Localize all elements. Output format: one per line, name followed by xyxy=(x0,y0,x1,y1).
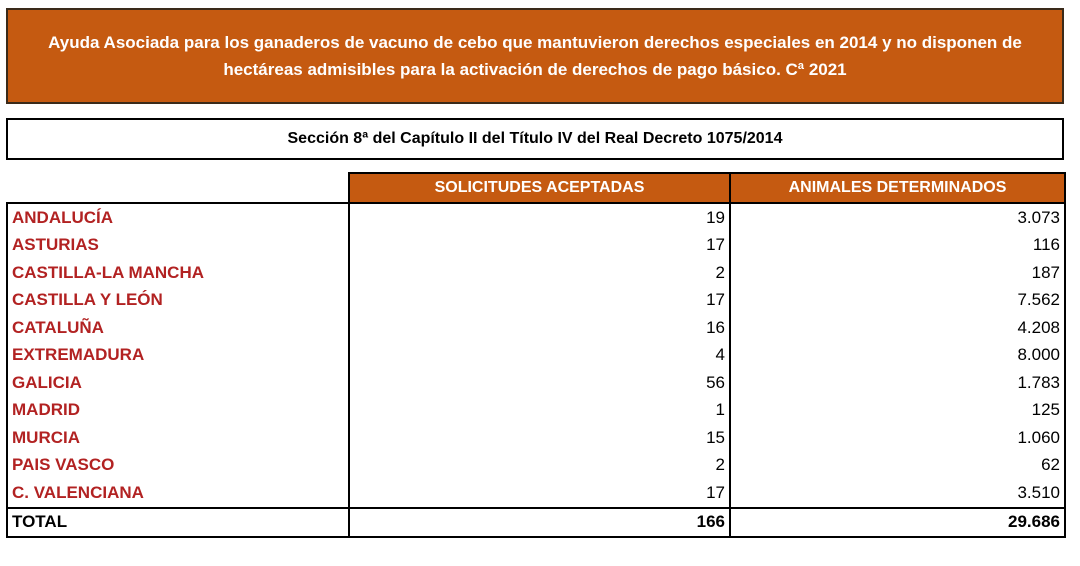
solicitudes-cell: 17 xyxy=(349,287,730,315)
title-banner xyxy=(6,8,1064,104)
region-cell: EXTREMADURA xyxy=(7,342,349,370)
animales-cell: 3.510 xyxy=(730,479,1065,508)
table-row xyxy=(7,232,1065,260)
animales-cell: 1.060 xyxy=(730,424,1065,452)
table-row xyxy=(7,369,1065,397)
table-row xyxy=(7,314,1065,342)
solicitudes-cell: 4 xyxy=(349,342,730,370)
solicitudes-cell: 1 xyxy=(349,397,730,425)
solicitudes-cell: 17 xyxy=(349,232,730,260)
data-table xyxy=(6,172,1066,538)
animales-cell: 125 xyxy=(730,397,1065,425)
animales-cell: 187 xyxy=(730,259,1065,287)
solicitudes-cell: 2 xyxy=(349,452,730,480)
table-row xyxy=(7,203,1065,232)
table-row xyxy=(7,424,1065,452)
region-cell: MADRID xyxy=(7,397,349,425)
region-cell: CASTILLA Y LEÓN xyxy=(7,287,349,315)
table-row xyxy=(7,452,1065,480)
solicitudes-cell: 56 xyxy=(349,369,730,397)
region-cell: ANDALUCÍA xyxy=(7,203,349,232)
table-row xyxy=(7,397,1065,425)
region-cell: PAIS VASCO xyxy=(7,452,349,480)
solicitudes-cell: 17 xyxy=(349,479,730,508)
solicitudes-cell: 16 xyxy=(349,314,730,342)
total-animales-cell: 29.686 xyxy=(730,508,1065,537)
subtitle-banner xyxy=(6,118,1064,160)
page-subtitle: Sección 8ª del Capítulo II del Título IV del Real Decreto 1075/2014 xyxy=(287,130,783,147)
column-header-region xyxy=(7,173,349,203)
solicitudes-cell: 19 xyxy=(349,203,730,232)
column-header-solicitudes: SOLICITUDES ACEPTADAS xyxy=(349,173,730,203)
animales-cell: 4.208 xyxy=(730,314,1065,342)
solicitudes-cell: 2 xyxy=(349,259,730,287)
region-cell: ASTURIAS xyxy=(7,232,349,260)
table-body xyxy=(7,203,1065,537)
region-cell: CASTILLA-LA MANCHA xyxy=(7,259,349,287)
animales-cell: 3.073 xyxy=(730,203,1065,232)
animales-cell: 7.562 xyxy=(730,287,1065,315)
column-header-animales: ANIMALES DETERMINADOS xyxy=(730,173,1065,203)
region-cell: MURCIA xyxy=(7,424,349,452)
region-cell: C. VALENCIANA xyxy=(7,479,349,508)
region-cell: CATALUÑA xyxy=(7,314,349,342)
table-row xyxy=(7,479,1065,508)
table-row xyxy=(7,287,1065,315)
region-cell: GALICIA xyxy=(7,369,349,397)
animales-cell: 62 xyxy=(730,452,1065,480)
table-header-row xyxy=(7,173,1065,203)
solicitudes-cell: 15 xyxy=(349,424,730,452)
animales-cell: 8.000 xyxy=(730,342,1065,370)
animales-cell: 1.783 xyxy=(730,369,1065,397)
table-row xyxy=(7,342,1065,370)
total-solicitudes-cell: 166 xyxy=(349,508,730,537)
total-row xyxy=(7,508,1065,537)
table-row xyxy=(7,259,1065,287)
total-label-cell: TOTAL xyxy=(7,508,349,537)
page-title: Ayuda Asociada para los ganaderos de vacuno de cebo que mantuvieron derechos especiales en 2014 y no disponen de hectáreas admisibles para la activación de derechos de pago básico. Cª 2021 xyxy=(48,33,1022,79)
animales-cell: 116 xyxy=(730,232,1065,260)
